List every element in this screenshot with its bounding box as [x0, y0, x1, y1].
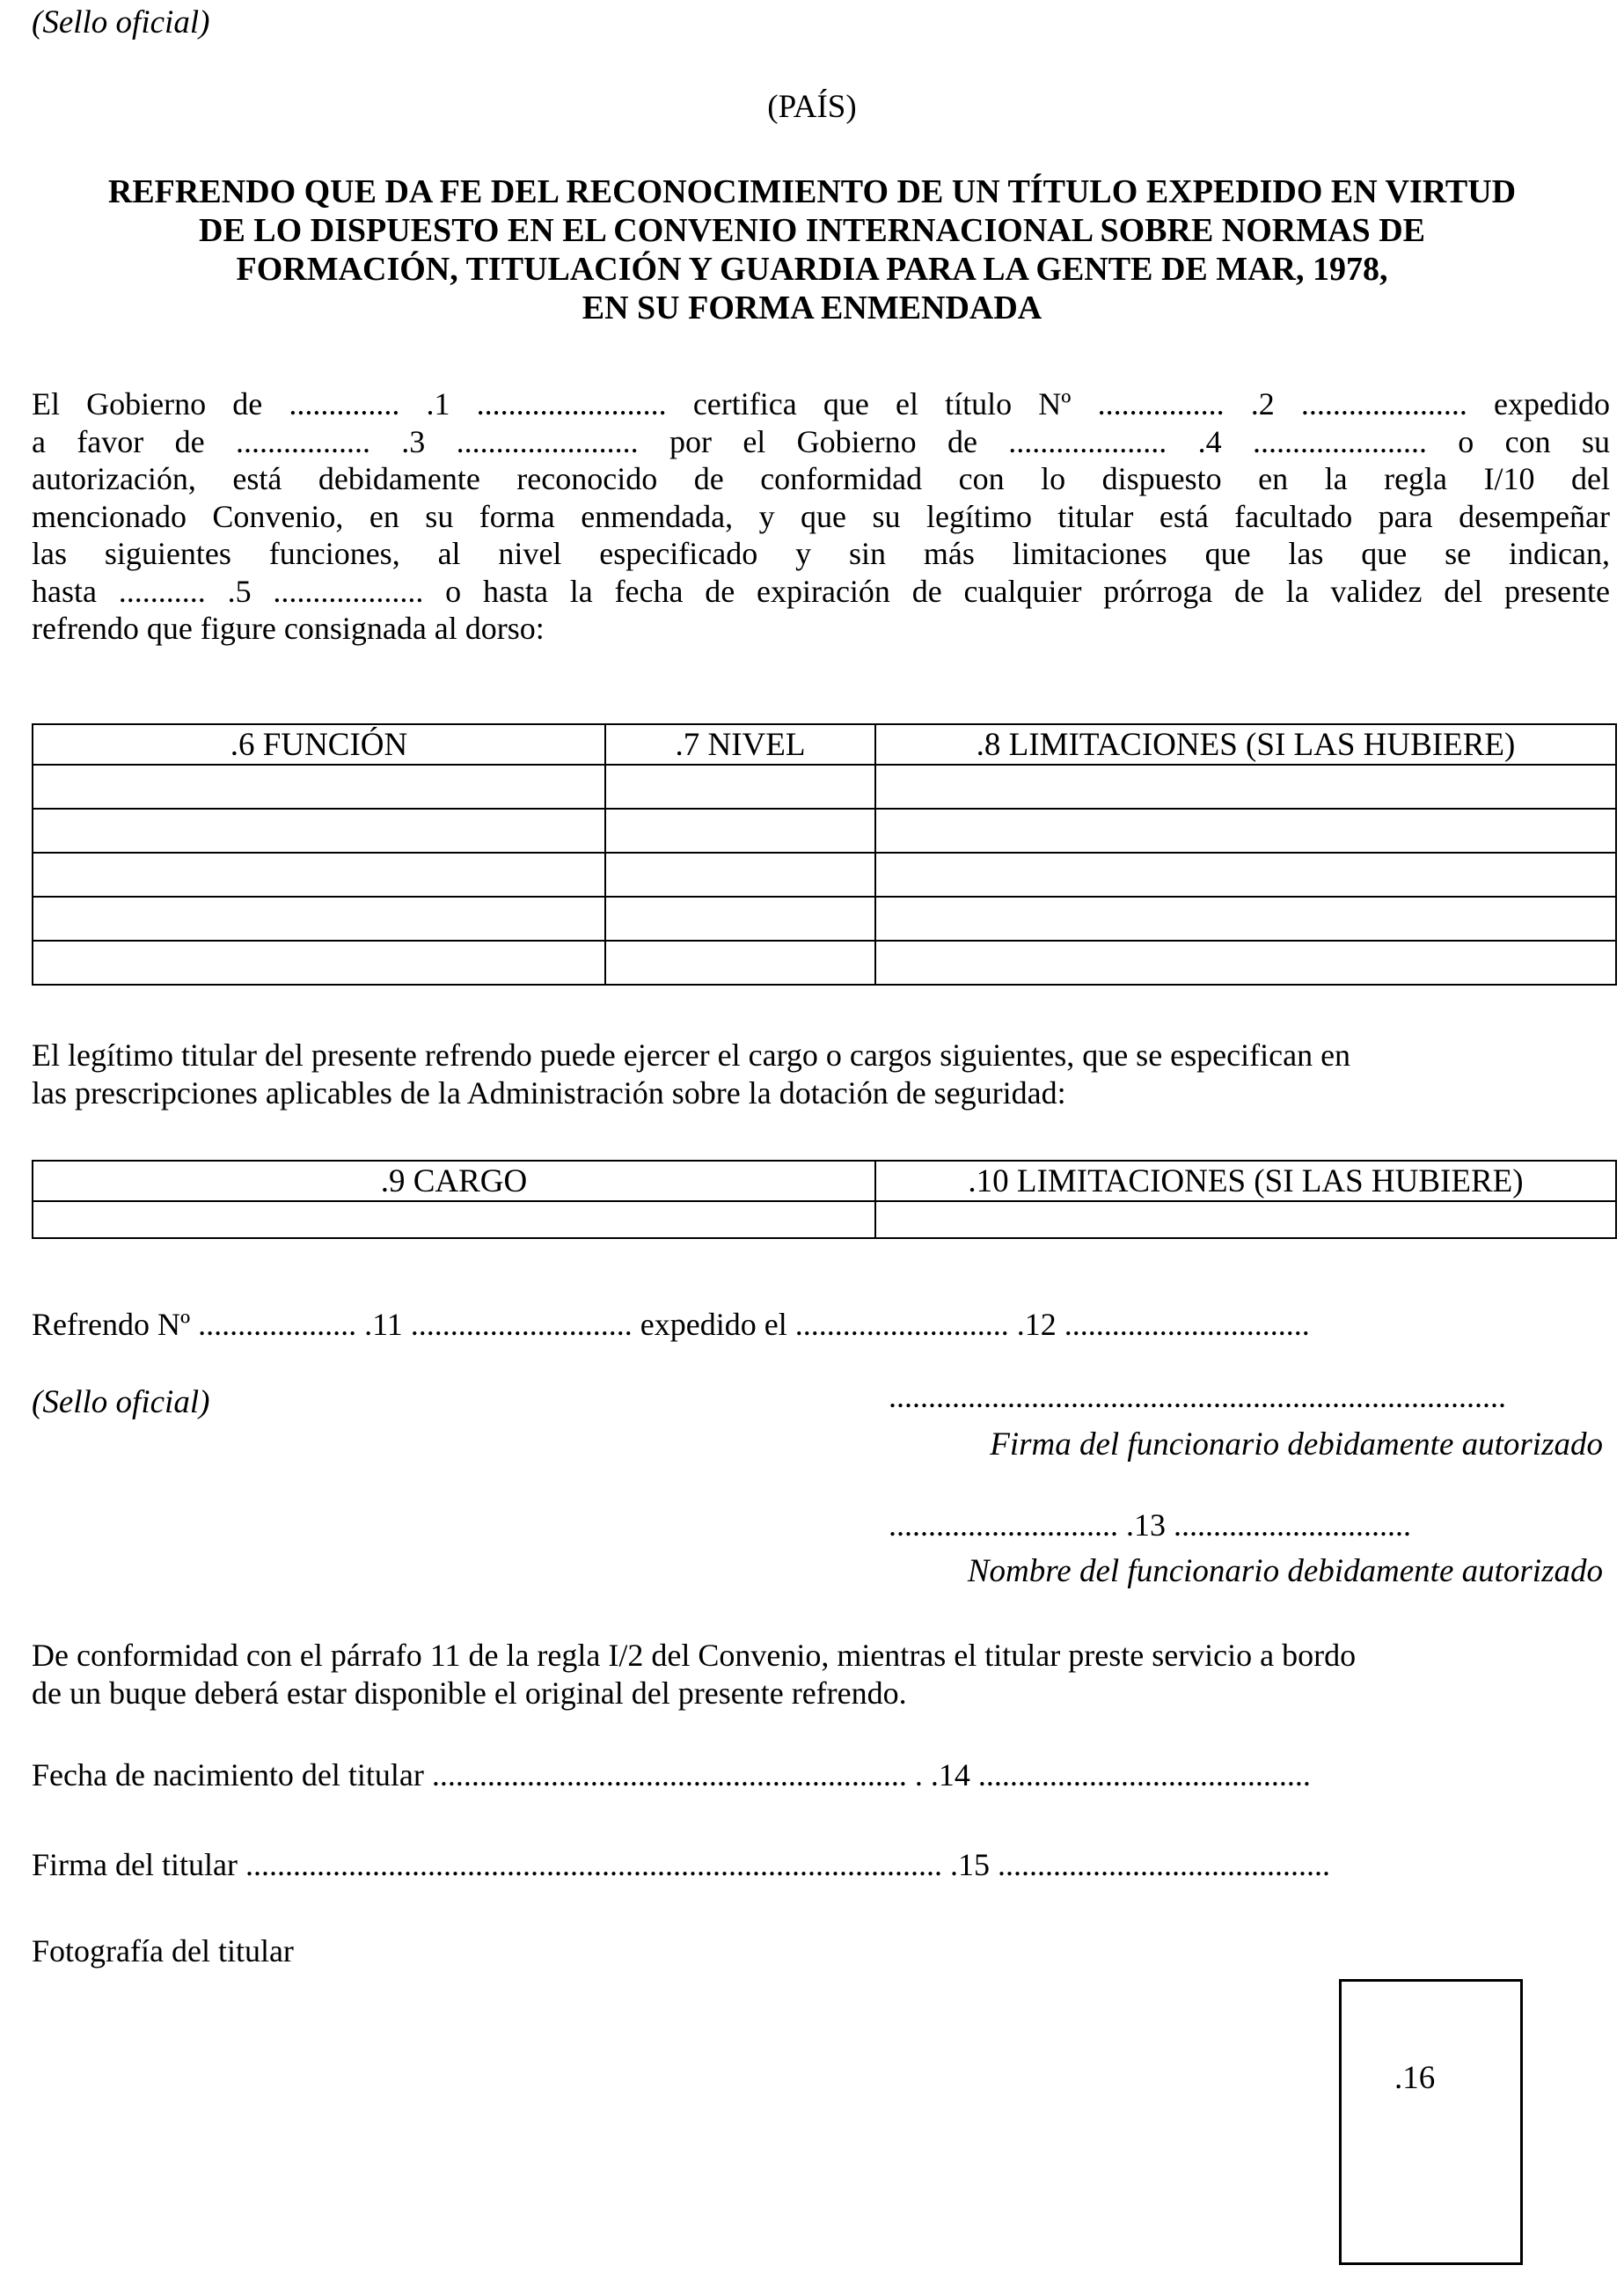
title-line-2: DE LO DISPUESTO EN EL CONVENIO INTERNACIONAL SOBRE NORMAS DE — [199, 212, 1425, 249]
para1-line-2: a favor de ................. .3 ....................... por el Gobierno de .................... .4 ...................... o con su — [32, 423, 1610, 459]
endorsement-number-line[interactable]: Refrendo Nº .................... .11 ............................ expedido el ........................... .12 ............................... — [32, 1307, 1310, 1342]
table-row — [33, 809, 1616, 853]
para3-line-2: de un buque deberá estar disponible el original del presente refrendo. — [32, 1675, 907, 1711]
document-title — [0, 172, 1624, 327]
function-cell[interactable] — [33, 765, 605, 809]
level-column-header: .7 NIVEL — [605, 724, 875, 765]
official-signature-caption: Firma del funcionario debidamente autorizado — [990, 1426, 1603, 1463]
level-cell[interactable] — [605, 765, 875, 809]
para1-line-4: mencionado Convenio, en su forma enmendada, y que su legítimo titular está facultado para desempeñar — [32, 498, 1610, 534]
para1-line-6: hasta ........... .5 ................... o hasta la fecha de expiración de cualquier prórroga de la validez del presente — [32, 573, 1610, 609]
photo-box-number: .16 — [1394, 2060, 1436, 2096]
para1-line-7: refrendo que figure consignada al dorso: — [32, 611, 545, 646]
function-column-header: .6 FUNCIÓN — [33, 724, 605, 765]
position-column-header: .9 CARGO — [33, 1161, 875, 1201]
photo-box[interactable] — [1339, 1979, 1523, 2265]
limitations-cell[interactable] — [875, 897, 1616, 941]
position-limitations-column-header: .10 LIMITACIONES (SI LAS HUBIERE) — [875, 1161, 1616, 1201]
para2-line-1: El legítimo titular del presente refrendo puede ejercer el cargo o cargos siguientes, que se especifican en — [32, 1037, 1351, 1073]
function-cell[interactable] — [33, 809, 605, 853]
positions-paragraph — [32, 1037, 1610, 1111]
para2-line-2: las prescripciones aplicables de la Administración sobre la dotación de seguridad: — [32, 1074, 1066, 1111]
para3-line-1: De conformidad con el párrafo 11 de la regla I/2 del Convenio, mientras el titular preste servicio a bordo — [32, 1638, 1357, 1673]
para1-line-3: autorización, está debidamente reconocido de conformidad con lo dispuesto en la regla I/10 del — [32, 461, 1610, 496]
level-cell[interactable] — [605, 853, 875, 897]
function-cell[interactable] — [33, 853, 605, 897]
title-line-3: FORMACIÓN, TITULACIÓN Y GUARDIA PARA LA GENTE DE MAR, 1978, — [236, 251, 1388, 288]
official-name-caption: Nombre del funcionario debidamente autorizado — [967, 1553, 1603, 1589]
function-cell[interactable] — [33, 897, 605, 941]
table-row — [33, 897, 1616, 941]
limitations-cell[interactable] — [875, 765, 1616, 809]
level-cell[interactable] — [605, 941, 875, 985]
functions-table — [32, 723, 1617, 986]
official-name-field[interactable]: ............................. .13 .............................. — [889, 1507, 1411, 1543]
country-heading: (PAÍS) — [767, 89, 857, 125]
birth-date-line[interactable]: Fecha de nacimiento del titular ............................................................ . .14 .......................................... — [32, 1757, 1311, 1792]
level-cell[interactable] — [605, 897, 875, 941]
positions-table — [32, 1160, 1617, 1239]
limitations-cell[interactable] — [875, 853, 1616, 897]
original-onboard-paragraph — [32, 1637, 1610, 1712]
title-line-1: REFRENDO QUE DA FE DEL RECONOCIMIENTO DE UN TÍTULO EXPEDIDO EN VIRTUD — [107, 173, 1517, 210]
position-limitations-cell[interactable] — [875, 1201, 1616, 1238]
limitations-cell[interactable] — [875, 941, 1616, 985]
official-seal-label-2: (Sello oficial) — [32, 1384, 210, 1420]
official-signature-field[interactable]: .............................................................................. — [889, 1379, 1506, 1414]
table-row — [33, 765, 1616, 809]
para1-line-5: las siguientes funciones, al nivel especificado y sin más limitaciones que las que se indican, — [32, 536, 1610, 571]
title-line-4: EN SU FORMA ENMENDADA — [582, 290, 1042, 326]
holder-signature-line[interactable]: Firma del titular ........................................................................................ .15 .......................................... — [32, 1847, 1330, 1882]
position-cell[interactable] — [33, 1201, 875, 1238]
limitations-cell[interactable] — [875, 809, 1616, 853]
level-cell[interactable] — [605, 809, 875, 853]
table-row — [33, 941, 1616, 985]
certification-paragraph — [32, 385, 1610, 648]
limitations-column-header: .8 LIMITACIONES (SI LAS HUBIERE) — [875, 724, 1616, 765]
photo-label: Fotografía del titular — [32, 1933, 294, 1968]
official-seal-label: (Sello oficial) — [32, 4, 210, 40]
para1-line-1: El Gobierno de .............. .1 ........................ certifica que el título Nº ................ .2 ..................... expedido — [32, 386, 1610, 422]
table-row — [33, 853, 1616, 897]
function-cell[interactable] — [33, 941, 605, 985]
table-row — [33, 1201, 1616, 1238]
